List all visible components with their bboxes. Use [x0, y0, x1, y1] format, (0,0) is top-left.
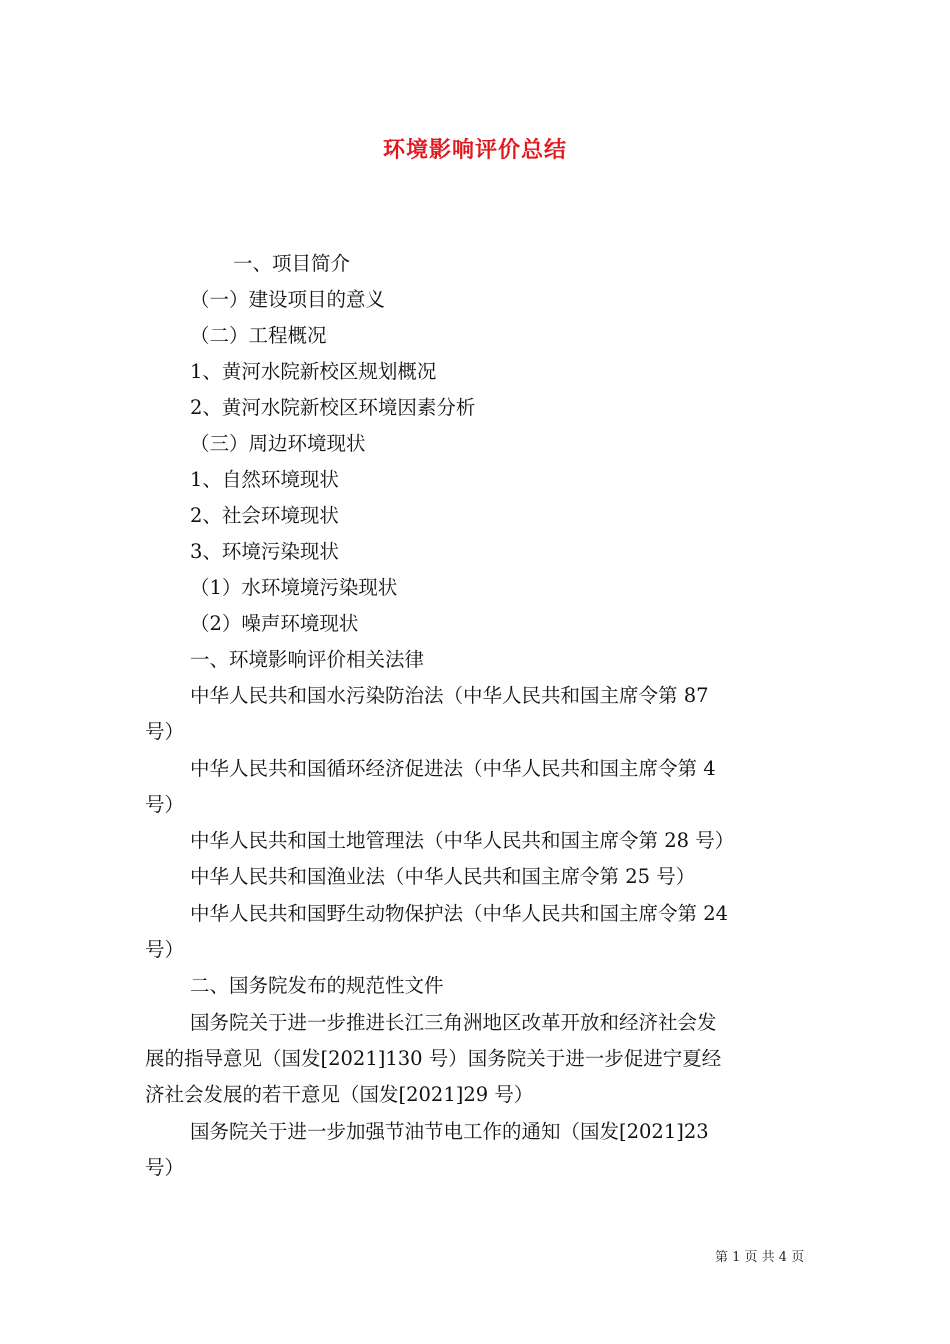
list-item: 2、社会环境现状 [190, 504, 339, 527]
law-item-continuation: 号） [145, 793, 185, 816]
list-item: 1、黄河水院新校区规划概况 [190, 360, 437, 383]
section-heading: 一、环境影响评价相关法律 [190, 648, 425, 671]
law-item: 中华人民共和国渔业法（中华人民共和国主席令第 25 号） [190, 865, 696, 888]
section-heading: 二、国务院发布的规范性文件 [190, 974, 444, 997]
subsection-heading: （三）周边环境现状 [190, 432, 366, 455]
law-item: 中华人民共和国土地管理法（中华人民共和国主席令第 28 号） [190, 829, 735, 852]
document-item-continuation: 号） [145, 1156, 185, 1179]
law-item-continuation: 号） [145, 720, 185, 743]
list-item: 1、自然环境现状 [190, 468, 339, 491]
law-item: 中华人民共和国循环经济促进法（中华人民共和国主席令第 4 [190, 757, 716, 780]
document-item-continuation: 济社会发展的若干意见（国发[2021]29 号） [145, 1083, 534, 1106]
list-item: 3、环境污染现状 [190, 540, 339, 563]
law-item: 中华人民共和国水污染防治法（中华人民共和国主席令第 87 [190, 684, 709, 707]
document-item: 国务院关于进一步加强节油节电工作的通知（国发[2021]23 [190, 1120, 709, 1143]
document-item: 国务院关于进一步推进长江三角洲地区改革开放和经济社会发 [190, 1011, 717, 1034]
list-item: （1）水环境境污染现状 [190, 576, 398, 599]
subsection-heading: （二）工程概况 [190, 324, 327, 347]
page-number: 第 1 页 共 4 页 [715, 1250, 805, 1265]
list-item: （2）噪声环境现状 [190, 612, 359, 635]
document-title: 环境影响评价总结 [382, 137, 567, 163]
law-item: 中华人民共和国野生动物保护法（中华人民共和国主席令第 24 [190, 902, 729, 925]
law-item-continuation: 号） [145, 938, 185, 961]
section-heading: 一、项目简介 [233, 252, 351, 275]
subsection-heading: （一）建设项目的意义 [190, 288, 386, 311]
document-item-continuation: 展的指导意见（国发[2021]130 号）国务院关于进一步促进宁夏经 [145, 1047, 722, 1070]
list-item: 2、黄河水院新校区环境因素分析 [190, 396, 476, 419]
